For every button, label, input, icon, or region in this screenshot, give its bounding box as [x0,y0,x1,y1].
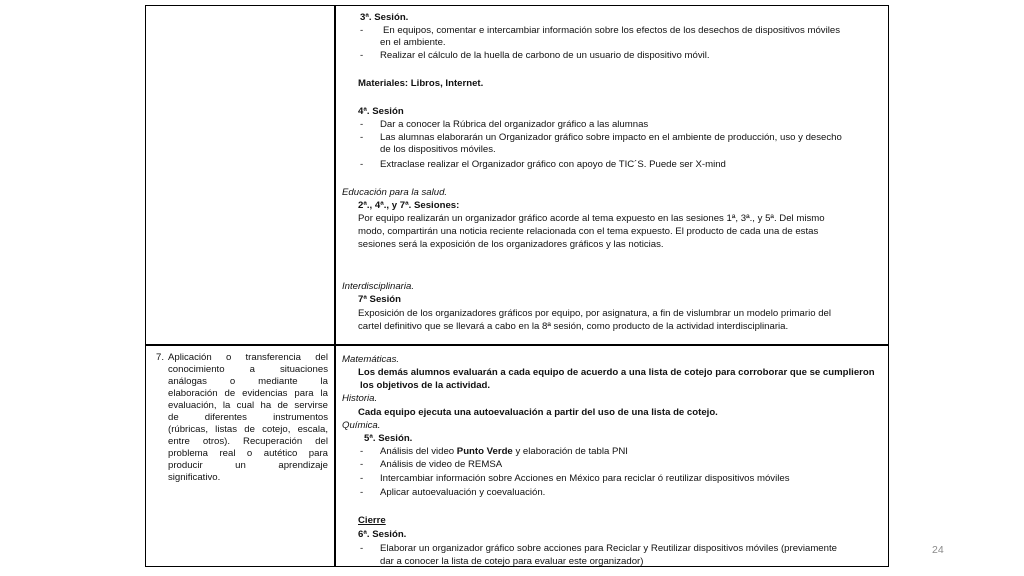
historia-text: Cada equipo ejecuta una autoevaluación a partir del uso de una lista de cotejo. [358,407,718,418]
right-cell-evaluation [336,346,888,566]
bullet-dash: - [360,25,364,36]
session-4-item-2: Las alumnas elaborarán un Organizador gráfico sobre impacto en el ambiente de producción, uso y desecho [380,132,842,143]
stage-description-line: Aplicación o transferencia del [168,352,328,363]
sessions-text-line: Por equipo realizarán un organizador gráfico acorde al tema expuesto en las sesiones 1ª, 3ª., y 5ª. Del mismo [358,213,825,224]
stage-description-line: producir un aprendizaje [168,460,328,471]
session-6-item-1-cont: dar a conocer la lista de cotejo para evaluar este organizador) [380,556,644,567]
bullet-dash: - [360,132,364,143]
quimica-item-1-b: Punto Verde [456,446,513,457]
bullet-dash: - [360,50,364,61]
session-3-item-2: Realizar el cálculo de la huella de carbono de un usuario de dispositivo móvil. [380,50,710,61]
subject-quimica: Química. [342,420,381,431]
materiales-text: Materiales: Libros, Internet. [358,78,484,89]
quimica-item-1 [380,446,628,458]
session-3-item-1: En equipos, comentar e intercambiar información sobre los efectos de los desechos de dispositivos móviles [383,25,841,36]
table-row [146,346,888,566]
stage-description-line: significativo. [168,472,221,483]
left-cell-stage-7 [146,346,336,566]
stage-description-line: entre otros). Recuperación del [168,436,328,447]
quimica-item-1-c: y elaboración de tabla PNI [512,446,628,457]
bullet-dash: - [360,119,364,130]
session-3-title: 3ª. Sesión. [360,12,409,23]
stage-description-line: conocimiento a situaciones [168,364,328,375]
stage-description-line: evaluación, la cual ha de servirse [168,400,328,411]
session-6-item-1: Elaborar un organizador gráfico sobre acciones para Reciclar y Reutilizar dispositivos móviles (previamente [380,543,837,554]
session-7-text: Exposición de los organizadores gráficos por equipo, por asignatura, a fin de vislumbrar un modelo primario del [358,308,832,319]
quimica-item-4: Aplicar autoevaluación y coevaluación. [380,487,546,498]
left-cell-empty [146,6,336,344]
subject-matematicas: Matemáticas. [342,354,400,365]
matematicas-text-cont: los objetivos de la actividad. [360,380,491,391]
session-3-item-1-cont: en el ambiente. [380,37,446,48]
session-6-title: 6ª. Sesión. [358,529,407,540]
bullet-dash: - [360,473,364,484]
subject-historia: Historia. [342,393,378,404]
bullet-dash: - [360,487,364,498]
session-4-item-1: Dar a conocer la Rúbrica del organizador gráfico a las alumnas [380,119,649,130]
subject-interdisciplinaria: Interdisciplinaria. [342,281,414,292]
sessions-2-4-7-title: 2ª., 4ª., y 7ª. Sesiones: [358,200,460,211]
stage-number: 7. [156,352,165,363]
stage-description-line: análogas o mediante la [168,376,328,387]
session-5-title: 5ª. Sesión. [364,433,413,444]
quimica-item-1-a: Análisis del video [380,446,457,457]
quimica-item-2: Análisis de video de REMSA [380,459,503,470]
quimica-item-3: Intercambiar información sobre Acciones en México para reciclar ó reutilizar dispositivos móviles [380,473,790,484]
page-number: 24 [932,544,944,556]
session-4-title: 4ª. Sesión [358,106,404,117]
bullet-dash: - [360,543,364,554]
right-cell-sessions [336,6,888,344]
stage-description-line: problema real o autético para [168,448,328,459]
session-4-item-2-cont: de los dispositivos móviles. [380,144,496,155]
cierre-heading: Cierre [358,515,386,526]
session-4-item-3: Extraclase realizar el Organizador gráfico con apoyo de TIC´S. Puede ser X-mind [380,159,726,170]
session-7-title: 7ª Sesión [358,294,402,305]
subject-educacion-salud: Educación para la salud. [342,187,448,198]
materiales [358,78,483,90]
bullet-dash: - [360,446,364,457]
sessions-text-line: sesiones será la exposición de los organizadores gráficos y las noticias. [358,239,664,250]
session-7-text-cont: cartel definitivo que se llevará a cabo en la 8ª sesión, como producto de la actividad interdisciplinaria. [358,321,789,332]
stage-description-line: elaboración de evidencias para la [168,388,328,399]
matematicas-text: Los demás alumnos evaluarán a cada equipo de acuerdo a una lista de cotejo para corroborar que se cumplieron [358,367,875,378]
bullet-dash: - [360,159,364,170]
document-table [145,5,889,567]
table-row [146,6,888,346]
stage-description-line: de diferentes instrumentos [168,412,328,423]
stage-description-line: (rúbricas, listas de cotejo, escala, [168,424,328,435]
sessions-text-line: modo, compartirán una noticia reciente relacionada con el tema expuesto. El producto de cada una de estas [358,226,819,237]
bullet-dash: - [360,459,364,470]
